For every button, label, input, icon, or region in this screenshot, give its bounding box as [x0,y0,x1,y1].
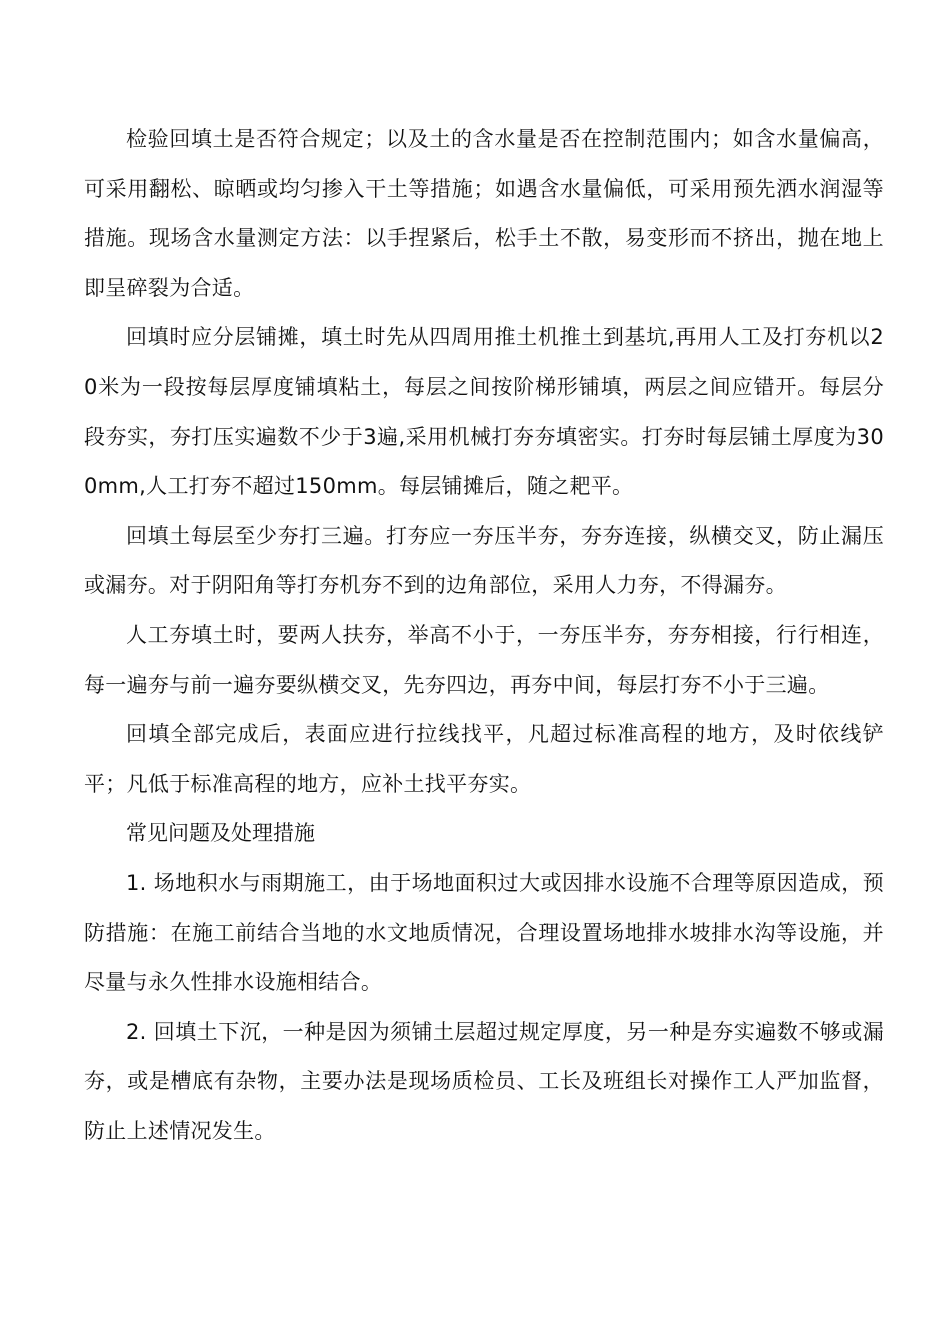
paragraph-manual-tamping: 人工夯填土时，要两人扶夯，举高不小于，一夯压半夯，夯夯相接，行行相连，每一遍夯与前一遍夯要纵横交叉，先夯四边，再夯中间，每层打夯不小于三遍。 [84,622,884,697]
list-item-waterlogging: 1. 场地积水与雨期施工，由于场地面积过大或因排水设施不合理等原因造成，预防措施：在施工前结合当地的水文地质情况，合理设置场地排水坡排水沟等设施，并尽量与永久性排水设施相结合。 [84,870,884,995]
section-heading: 常见问题及处理措施 [126,821,315,846]
list-item-settlement: 2. 回填土下沉，一种是因为须铺土层超过规定厚度，另一种是夯实遍数不够或漏夯，或是槽底有杂物，主要办法是现场质检员、工长及班组长对操作工人严加监督，防止上述情况发生。 [84,1019,884,1143]
paragraph-tamping-passes: 回填土每层至少夯打三遍。打夯应一夯压半夯，夯夯连接，纵横交叉，防止漏压或漏夯。对于阴阳角等打夯机夯不到的边角部位，采用人力夯，不得漏夯。 [84,523,884,598]
paragraph-layered-spreading: 回填时应分层铺摊，填土时先从四周用推土机推土到基坑,再用人工及打夯机以20米为一段按每层厚度铺填粘土，每层之间按阶梯形铺填，两层之间应错开。每层分段夯实，夯打压实遍数不少于3遍,采用机械打夯夯填密实。打夯时每层铺土厚度为300mm,人工打夯不超过150mm。每层铺摊后，随之耙平。 [84,325,884,499]
paragraph-backfill-inspection: 检验回填土是否符合规定；以及土的含水量是否在控制范围内；如含水量偏高，可采用翻松、晾晒或均匀掺入干土等措施；如遇含水量偏低，可采用预先洒水润湿等措施。现场含水量测定方法：以手捏紧后，松手土不散，易变形而不挤出，抛在地上即呈碎裂为合适。 [84,127,884,300]
paragraph-leveling: 回填全部完成后，表面应进行拉线找平，凡超过标准高程的地方，及时依线铲平；凡低于标准高程的地方，应补土找平夯实。 [84,722,884,796]
